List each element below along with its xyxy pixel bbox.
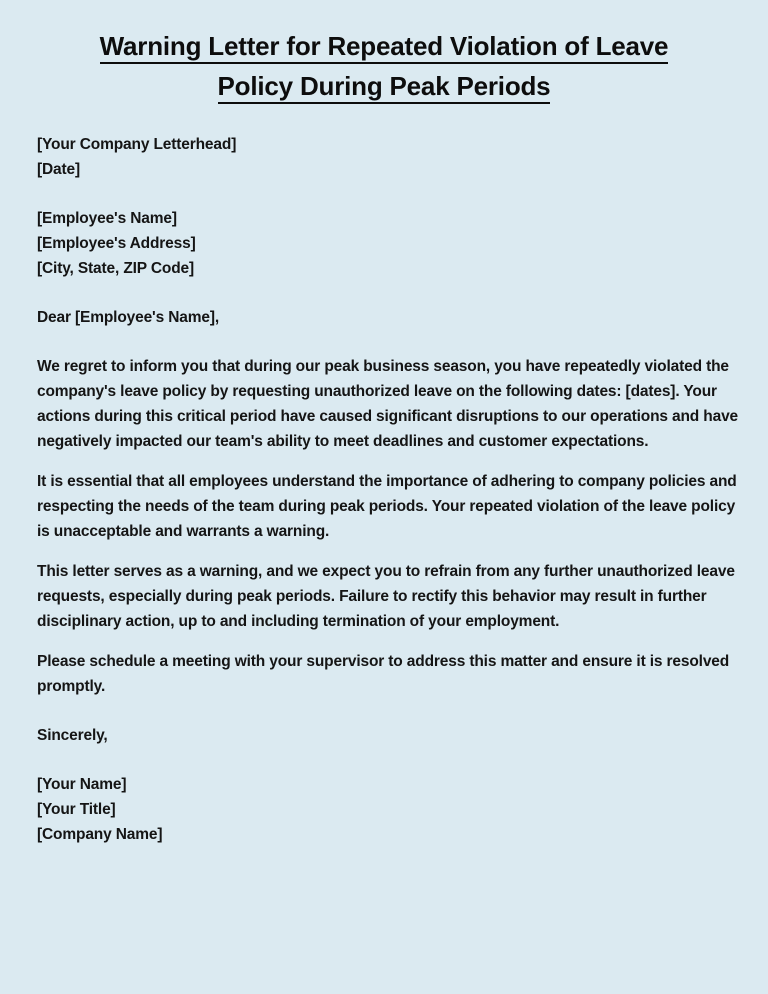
spacer-after-recipient xyxy=(37,281,742,305)
spacer-paragraph-1 xyxy=(37,454,742,469)
recipient-name-line: [Employee's Name] xyxy=(37,210,177,227)
letterhead-block xyxy=(37,132,742,182)
spacer-after-letterhead xyxy=(37,182,742,206)
spacer-paragraph-2 xyxy=(37,544,742,559)
spacer-paragraph-3 xyxy=(37,634,742,649)
closing xyxy=(37,723,742,748)
recipient-address-line: [Employee's Address] xyxy=(37,235,196,252)
closing-line: Sincerely, xyxy=(37,727,108,744)
paragraph-3: This letter serves as a warning, and we expect you to refrain from any further unauthorized leave requests, especially during peak periods. Failure to rectify this behavior may result in further disciplinary action, up to and including termination of your employment. xyxy=(37,563,735,630)
paragraph-1: We regret to inform you that during our peak business season, you have repeatedly violated the company's leave policy by requesting unauthorized leave on the following dates: [dates]. Your actions during this critical period have caused significant disruptions to our operations and have negatively impacted our team's ability to meet deadlines and customer expectations. xyxy=(37,358,739,450)
date-line: [Date] xyxy=(37,161,81,178)
paragraph-4: Please schedule a meeting with your supervisor to address this matter and ensure it is resolved promptly. xyxy=(37,653,730,695)
spacer-before-closing xyxy=(37,699,742,723)
spacer-after-salutation xyxy=(37,330,742,354)
signature-company-line: [Company Name] xyxy=(37,826,163,843)
salutation-line: Dear [Employee's Name], xyxy=(37,309,220,326)
spacer-after-closing xyxy=(37,748,742,772)
signature-title-line: [Your Title] xyxy=(37,801,116,818)
signature-name-line: [Your Name] xyxy=(37,776,127,793)
page-title xyxy=(0,0,768,106)
signature-block xyxy=(37,772,742,847)
title-line-1: Warning Letter for Repeated Violation of Leave xyxy=(100,31,669,64)
salutation xyxy=(37,305,742,330)
recipient-city-state-zip-line: [City, State, ZIP Code] xyxy=(37,260,195,277)
paragraph-2: It is essential that all employees understand the importance of adhering to company policies and respecting the needs of the team during peak periods. Your repeated violation of the leave policy is unacceptable and warrants a warning. xyxy=(37,473,737,540)
title-line-2: Policy During Peak Periods xyxy=(218,71,551,104)
company-letterhead-line: [Your Company Letterhead] xyxy=(37,136,237,153)
recipient-block xyxy=(37,206,742,281)
letter-body xyxy=(0,132,768,847)
